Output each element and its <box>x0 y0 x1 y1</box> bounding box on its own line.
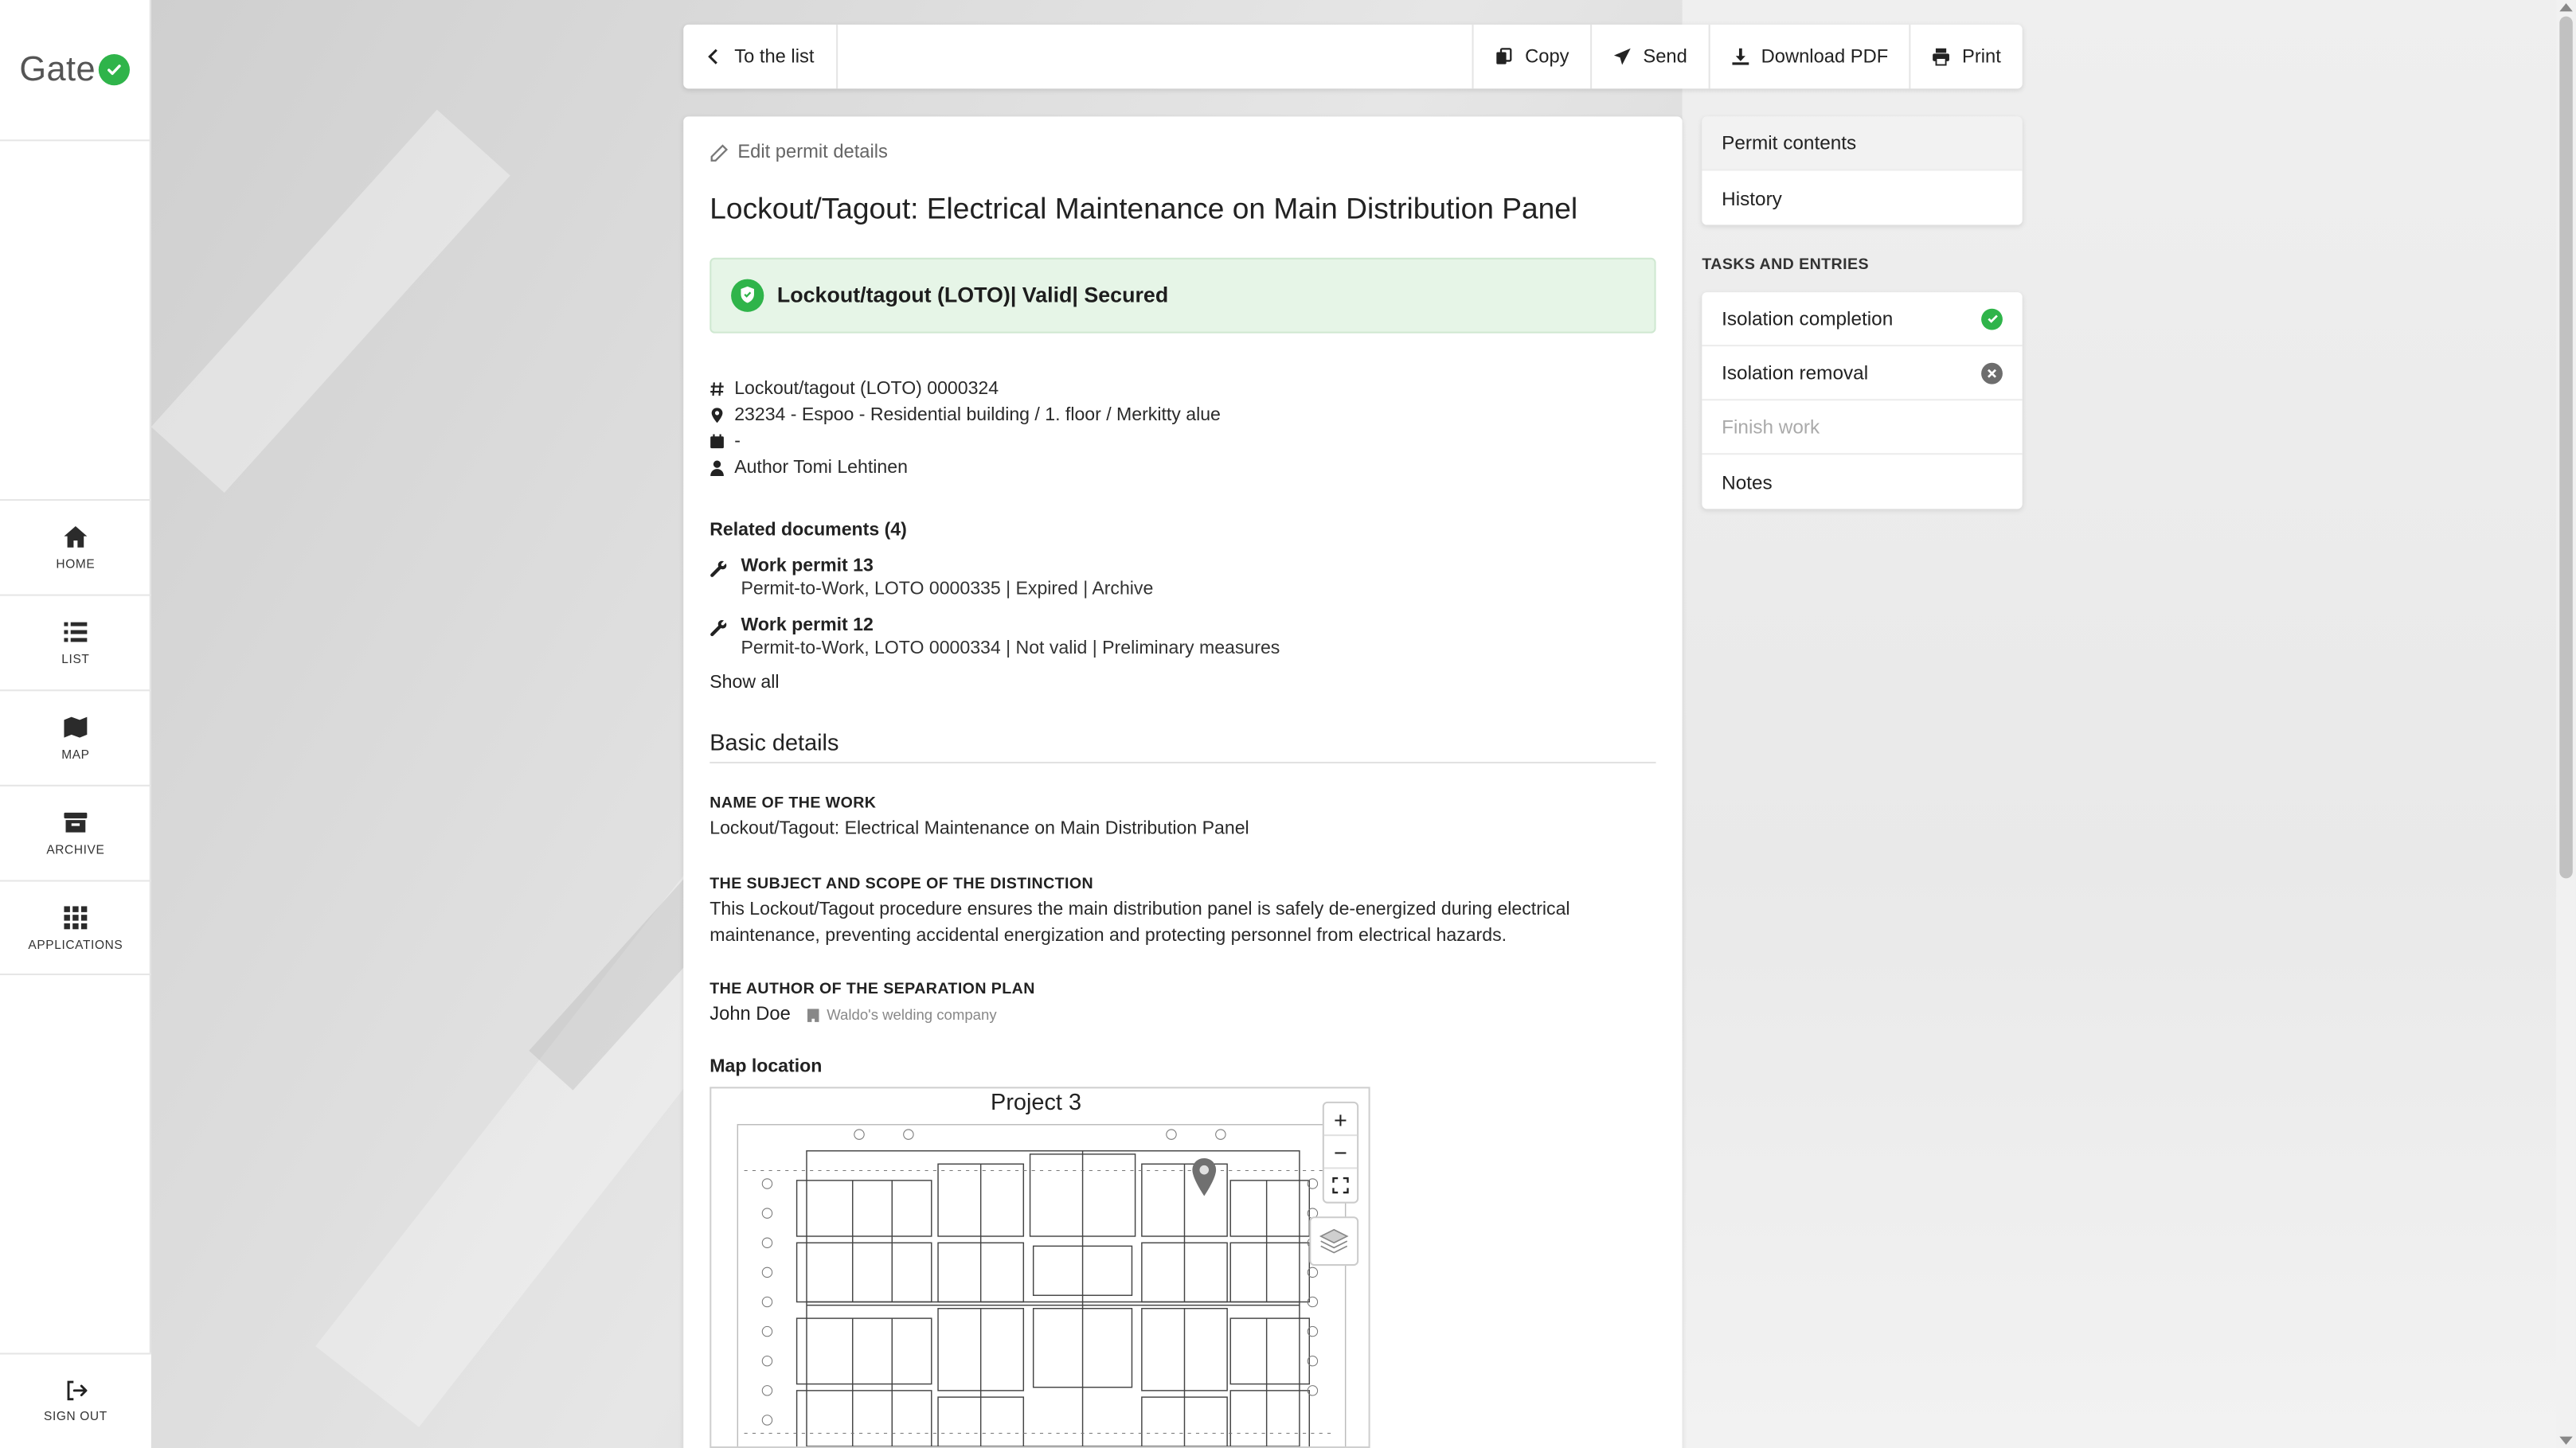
plan-author-company <box>807 1007 996 1024</box>
map-location-heading: Map location <box>709 1057 823 1078</box>
scope-value: This Lockout/Tagout procedure ensures the main distribution panel is safely de-energized during electrical maintenance, preventing accidental energization and protecting personnel from electrical hazards. <box>709 900 1570 946</box>
related-document-subtitle: Permit-to-Work, LOTO 0000334 | Not valid | Preliminary measures <box>741 638 1280 659</box>
related-document-title: Work permit 12 <box>741 616 874 636</box>
name-of-work-label: NAME OF THE WORK <box>709 794 877 814</box>
map-icon <box>62 714 88 740</box>
gate-logo[interactable] <box>0 0 150 141</box>
scroll-down-arrow[interactable] <box>2559 1437 2573 1445</box>
shield-icon <box>731 279 764 311</box>
nav-applications-label: APPLICATIONS <box>28 936 123 952</box>
scope-label: THE SUBJECT AND SCOPE OF THE DISTINCTION <box>709 875 1094 893</box>
printer-icon <box>1933 48 1951 66</box>
check-icon <box>99 54 130 85</box>
check-circle-icon <box>1981 308 2003 330</box>
print-button[interactable] <box>1911 25 2023 88</box>
edit-permit-label: Edit permit details <box>737 142 888 163</box>
basic-details-heading: Basic details <box>709 729 1655 763</box>
copy-label: Copy <box>1525 46 1569 67</box>
print-label: Print <box>1962 46 2001 67</box>
logo-text: Gate <box>19 49 96 88</box>
tab-history[interactable] <box>1702 170 2022 224</box>
related-document-subtitle: Permit-to-Work, LOTO 0000335 | Expired | Archive <box>741 580 1154 600</box>
map-pin-icon[interactable] <box>1191 1158 1218 1197</box>
user-icon <box>709 460 725 477</box>
page-scrollbar[interactable] <box>2556 0 2576 1448</box>
send-label: Send <box>1643 46 1687 67</box>
related-document-item[interactable] <box>709 557 1655 600</box>
map-controls <box>1323 1103 1358 1204</box>
permit-number: Lockout/tagout (LOTO) 0000324 <box>734 378 999 399</box>
list-icon <box>62 619 88 646</box>
scroll-up-arrow[interactable] <box>2559 3 2573 11</box>
permit-status-text: Lockout/tagout (LOTO)| Valid| Secured <box>776 282 1169 307</box>
tab-history-label: History <box>1722 186 1782 209</box>
download-pdf-button[interactable] <box>1710 25 1910 88</box>
task-label: Finish work <box>1722 415 1820 439</box>
floor-plan-map[interactable] <box>709 1087 1370 1448</box>
permit-date: - <box>734 431 741 452</box>
nav-archive-label: ARCHIVE <box>46 842 105 857</box>
nav-home-label: HOME <box>56 556 96 572</box>
left-sidebar <box>0 0 151 1448</box>
related-document-title: Work permit 13 <box>741 556 874 577</box>
task-isolation-removal[interactable] <box>1702 346 2022 400</box>
related-documents-heading: Related documents (4) <box>709 521 907 541</box>
edit-permit-link[interactable] <box>709 142 1655 162</box>
nav-list[interactable] <box>0 595 151 690</box>
nav-map[interactable] <box>0 689 151 785</box>
permit-toolbar <box>683 25 2022 88</box>
task-finish-work <box>1702 400 2022 455</box>
map-layers-button[interactable] <box>1309 1217 1358 1267</box>
task-label: Notes <box>1722 470 1773 494</box>
main-nav <box>0 499 151 975</box>
permit-card <box>683 116 1682 1448</box>
permit-side-panel <box>1702 116 2022 509</box>
plan-author-name: John Doe <box>709 1005 791 1025</box>
tasks-heading: TASKS AND ENTRIES <box>1702 256 1869 275</box>
tab-permit-contents[interactable] <box>1702 116 2022 170</box>
wrench-icon <box>709 560 728 579</box>
x-circle-icon <box>1981 362 2003 384</box>
copy-icon <box>1495 48 1514 66</box>
layers-icon <box>1319 1228 1349 1255</box>
permit-status-banner <box>709 257 1655 333</box>
task-notes[interactable] <box>1702 455 2022 509</box>
plan-author-company-name: Waldo's welding company <box>827 1006 997 1024</box>
fullscreen-button[interactable] <box>1324 1169 1357 1202</box>
name-of-work-value: Lockout/Tagout: Electrical Maintenance on Main Distribution Panel <box>709 819 1249 840</box>
nav-applications[interactable] <box>0 880 151 975</box>
download-label: Download PDF <box>1761 46 1889 67</box>
permit-author: Author Tomi Lehtinen <box>734 458 908 478</box>
permit-title: Lockout/Tagout: Electrical Maintenance on Main Distribution Panel <box>709 192 1578 225</box>
plan-author <box>709 1005 1655 1025</box>
copy-button[interactable] <box>1474 25 1590 88</box>
permit-meta <box>709 375 1655 482</box>
send-icon <box>1613 48 1632 66</box>
home-icon <box>62 524 88 550</box>
task-isolation-completion[interactable] <box>1702 292 2022 346</box>
location-pin-icon <box>709 407 725 423</box>
pencil-icon <box>709 143 728 162</box>
nav-archive[interactable] <box>0 785 151 880</box>
permit-tabs <box>1702 116 2022 224</box>
show-all-link[interactable]: Show all <box>709 673 780 694</box>
wrench-icon <box>709 619 728 638</box>
plan-author-label: THE AUTHOR OF THE SEPARATION PLAN <box>709 980 1035 999</box>
tasks-list <box>1702 292 2022 509</box>
chevron-left-icon <box>705 48 723 66</box>
sign-out-label: SIGN OUT <box>44 1408 107 1424</box>
nav-list-label: LIST <box>61 651 90 667</box>
zoom-in-button[interactable]: + <box>1324 1104 1357 1137</box>
fullscreen-icon <box>1332 1177 1349 1194</box>
calendar-icon <box>709 434 725 451</box>
zoom-out-button[interactable]: − <box>1324 1137 1357 1169</box>
scrollbar-thumb[interactable] <box>2559 17 2573 879</box>
hash-icon <box>709 381 725 397</box>
download-icon <box>1732 48 1750 66</box>
apps-grid-icon <box>62 904 88 930</box>
permit-location: 23234 - Espoo - Residential building / 1. floor / Merkitty alue <box>734 405 1221 425</box>
tab-permit-contents-label: Permit contents <box>1722 131 1857 154</box>
archive-icon <box>62 810 88 836</box>
related-document-item[interactable] <box>709 616 1655 659</box>
sign-out-icon <box>63 1379 88 1402</box>
floor-plan-drawing <box>711 1089 1370 1448</box>
send-button[interactable] <box>1592 25 1708 88</box>
task-label: Isolation removal <box>1722 361 1869 384</box>
back-label: To the list <box>734 46 815 67</box>
nav-home[interactable] <box>0 499 151 595</box>
back-to-list-button[interactable] <box>683 25 835 88</box>
sign-out-button[interactable] <box>0 1352 151 1448</box>
building-icon <box>807 1008 820 1023</box>
nav-map-label: MAP <box>61 747 90 762</box>
task-label: Isolation completion <box>1722 306 1894 330</box>
map-project-title: Project 3 <box>991 1089 1082 1116</box>
